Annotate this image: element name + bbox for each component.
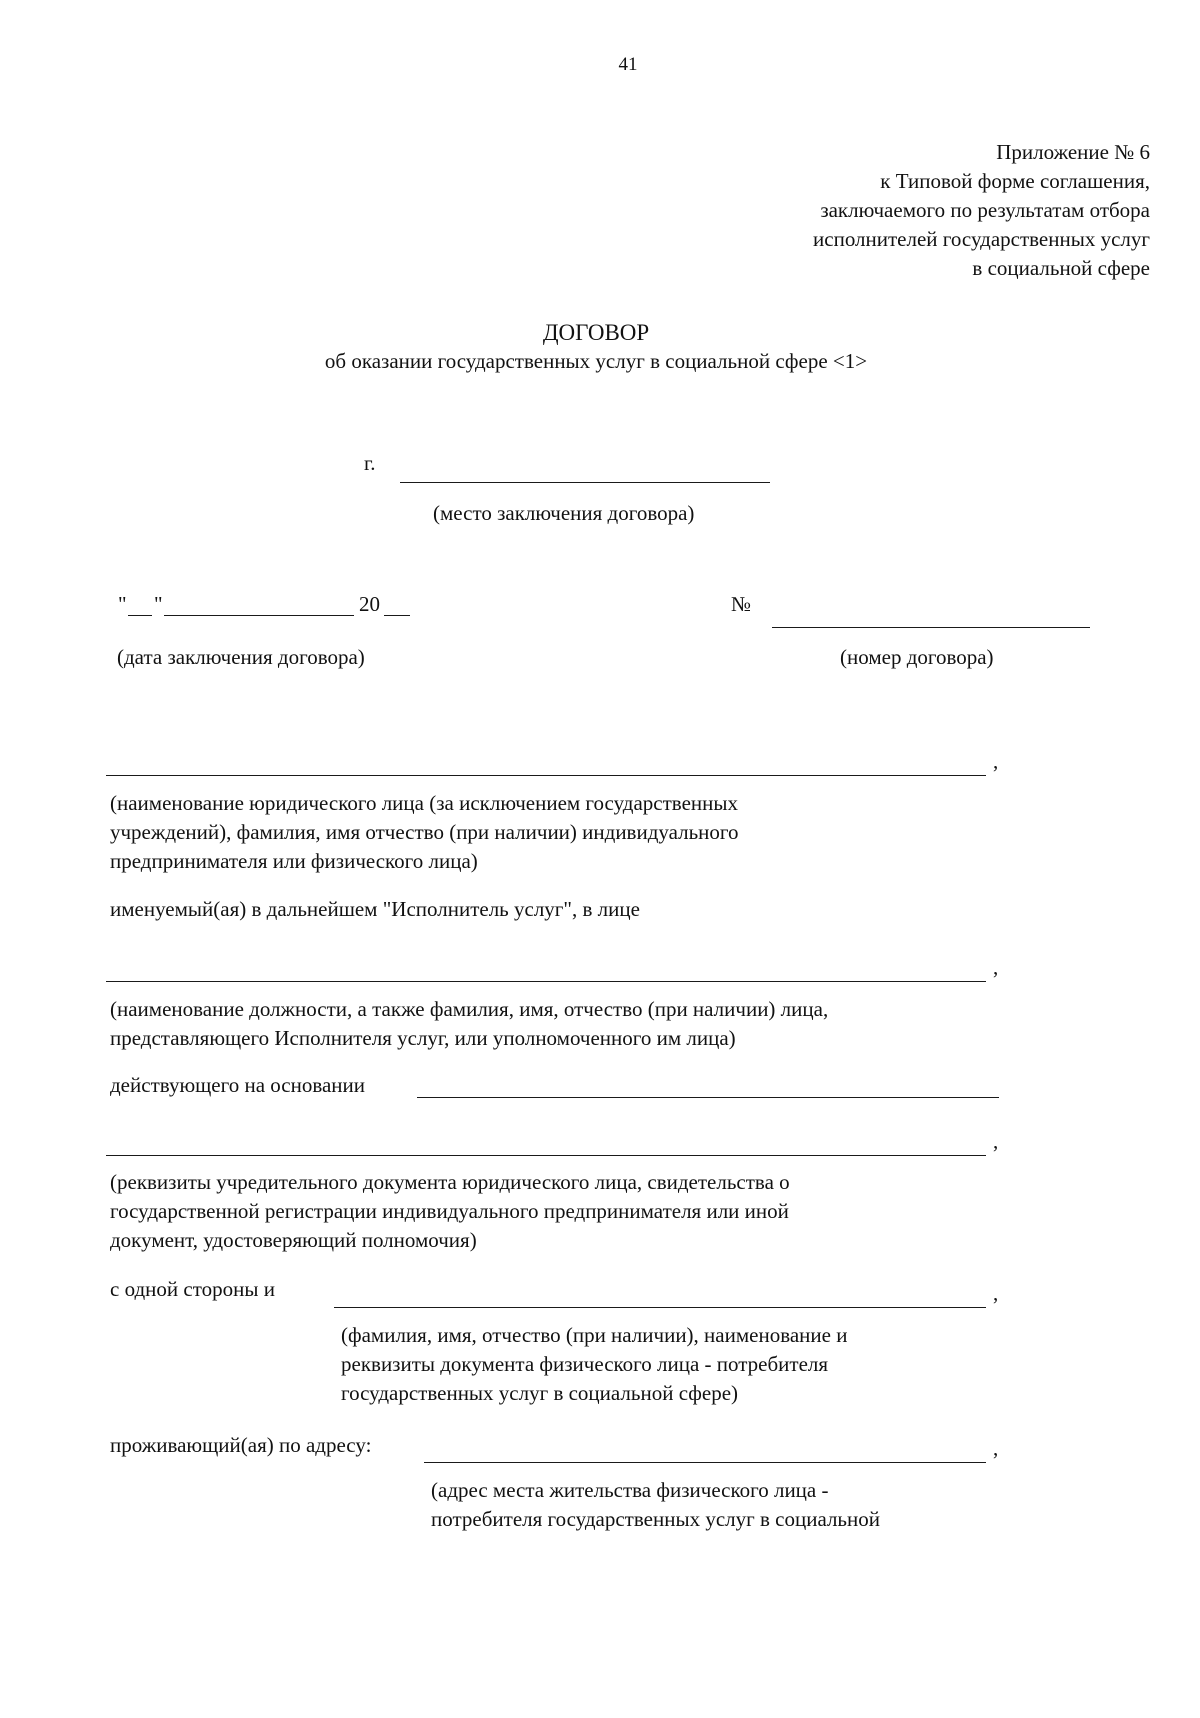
consumer-name-field[interactable] [334, 1307, 986, 1308]
date-year-field[interactable] [384, 615, 410, 616]
date-month-field[interactable] [164, 615, 354, 616]
date-day-field[interactable] [128, 615, 152, 616]
appendix-line: исполнителей государственных услуг [813, 227, 1150, 251]
line-comma: , [993, 955, 999, 979]
basis-field-2[interactable] [106, 1155, 986, 1156]
contractor-caption-line: учреждений), фамилия, имя отчество (при наличии) индивидуального [110, 820, 739, 844]
appendix-line: к Типовой форме соглашения, [880, 169, 1150, 193]
city-prefix: г. [364, 451, 376, 475]
date-quote-close: " [154, 592, 163, 616]
place-field[interactable] [400, 482, 770, 483]
appendix-line: заключаемого по результатам отбора [820, 198, 1150, 222]
address-field[interactable] [424, 1462, 986, 1463]
page-number: 41 [618, 54, 638, 75]
representative-caption-line: представляющего Исполнителя услуг, или уполномоченного им лица) [110, 1026, 736, 1050]
consumer-caption-line: (фамилия, имя, отчество (при наличии), наименование и [341, 1323, 848, 1347]
contract-number-field[interactable] [772, 627, 1090, 628]
consumer-caption-line: государственных услуг в социальной сфере) [341, 1381, 739, 1405]
place-caption: (место заключения договора) [433, 501, 695, 525]
acting-basis-text: действующего на основании [110, 1073, 366, 1097]
appendix-line: в социальной сфере [972, 256, 1150, 280]
representative-caption-line: (наименование должности, а также фамилия, имя, отчество (при наличии) лица, [110, 997, 829, 1021]
documents-caption-line: документ, удостоверяющий полномочия) [110, 1228, 477, 1252]
line-comma: , [993, 1436, 999, 1460]
one-side-text: с одной стороны и [110, 1277, 275, 1301]
document-title: ДОГОВОР [542, 320, 650, 345]
named-as-text: именуемый(ая) в дальнейшем "Исполнитель услуг", в лице [110, 897, 640, 921]
contractor-caption-line: (наименование юридического лица (за исключением государственных [110, 791, 738, 815]
line-comma: , [993, 1281, 999, 1305]
line-comma: , [993, 1129, 999, 1153]
appendix-line: Приложение № 6 [996, 140, 1150, 164]
line-comma: , [993, 749, 999, 773]
residing-text: проживающий(ая) по адресу: [110, 1433, 372, 1457]
number-sign: № [731, 592, 752, 616]
consumer-caption-line: реквизиты документа физического лица - потребителя [341, 1352, 829, 1376]
representative-field[interactable] [106, 981, 986, 982]
contractor-caption-line: предпринимателя или физического лица) [110, 849, 478, 873]
date-year-prefix: 20 [359, 592, 380, 616]
document-subtitle: об оказании государственных услуг в социальной сфере <1> [324, 349, 868, 373]
address-caption-line: потребителя государственных услуг в социальной [431, 1507, 880, 1531]
contractor-name-field[interactable] [106, 775, 986, 776]
date-caption: (дата заключения договора) [117, 645, 365, 669]
address-caption-line: (адрес места жительства физического лица - [431, 1478, 829, 1502]
number-caption: (номер договора) [840, 645, 994, 669]
documents-caption-line: государственной регистрации индивидуального предпринимателя или иной [110, 1199, 789, 1223]
date-quote-open: " [118, 592, 127, 616]
basis-field-1[interactable] [417, 1097, 999, 1098]
documents-caption-line: (реквизиты учредительного документа юридического лица, свидетельства о [110, 1170, 790, 1194]
